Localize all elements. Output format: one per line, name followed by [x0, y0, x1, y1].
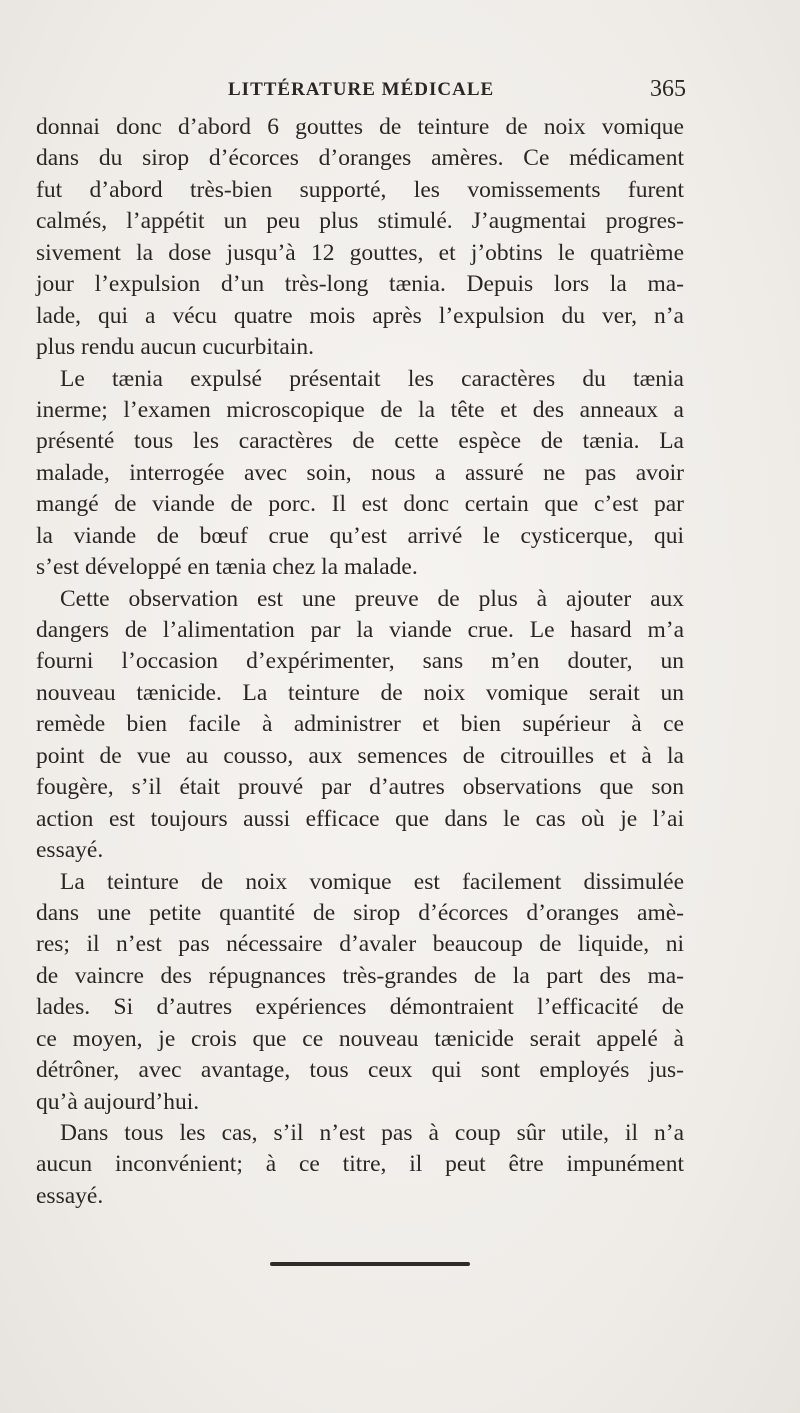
text-line: la viande de bœuf crue qu’est arrivé le cysticerque, qui: [36, 522, 684, 549]
text-line: plus rendu aucun cucurbitain.: [36, 334, 314, 361]
text-line: dans une petite quantité de sirop d’écorces d’oranges amè-: [36, 899, 684, 926]
text-line: Dans tous les cas, s’il n’est pas à coup sûr utile, il n’a: [60, 1120, 684, 1146]
text-line: fut d’abord très-bien supporté, les vomissements furent: [36, 176, 684, 203]
text-line: Le tænia expulsé présentait les caractères du tænia: [60, 365, 684, 392]
text-line: qu’à aujourd’hui.: [36, 1088, 200, 1115]
text-line: donnai donc d’abord 6 gouttes de teinture de noix vomique: [36, 114, 684, 140]
text-line: lade, qui a vécu quatre mois après l’expulsion du ver, n’a: [36, 302, 684, 329]
text-line: dangers de l’alimentation par la viande crue. Le hasard m’a: [36, 617, 684, 643]
page-number: 365: [650, 76, 686, 102]
page-header: [36, 76, 686, 106]
text-line: fourni l’occasion d’expérimenter, sans m’en douter, un: [36, 648, 684, 675]
text-line: malade, interrogée avec soin, nous a assuré ne pas avoir: [36, 459, 684, 486]
text-line: La teinture de noix vomique est facilement dissimulée: [60, 868, 684, 895]
text-line: mangé de viande de porc. Il est donc certain que c’est par: [36, 491, 684, 518]
text-line: présenté tous les caractères de cette espèce de tænia. La: [36, 428, 684, 455]
text-line: détrôner, avec avantage, tous ceux qui sont employés jus-: [36, 1057, 684, 1084]
text-line: Cette observation est une preuve de plus à ajouter aux: [60, 585, 684, 612]
text-line: nouveau tænicide. La teinture de noix vomique serait un: [36, 679, 684, 706]
text-line: calmés, l’appétit un peu plus stimulé. J’augmentai progres-: [36, 208, 684, 235]
text-line: dans du sirop d’écorces d’oranges amères. Ce médicament: [36, 145, 684, 172]
text-line: jour l’expulsion d’un très-long tænia. Depuis lors la ma-: [36, 271, 684, 298]
text-line: aucun inconvénient; à ce titre, il peut être impunément: [36, 1151, 684, 1178]
running-title: LITTÉRATURE MÉDICALE: [228, 79, 495, 100]
text-line: essayé.: [36, 1182, 104, 1209]
text-line: fougère, s’il était prouvé par d’autres observations que son: [36, 774, 684, 801]
text-line: res; il n’est pas nécessaire d’avaler beaucoup de liquide, ni: [36, 931, 684, 958]
text-line: de vaincre des répugnances très-grandes de la part des ma-: [36, 962, 684, 989]
text-line: action est toujours aussi efficace que dans le cas où je l’ai: [36, 805, 684, 832]
text-line: inerme; l’examen microscopique de la tête et des anneaux a: [36, 396, 684, 423]
text-line: essayé.: [36, 837, 104, 864]
text-line: ce moyen, je crois que ce nouveau tænicide serait appelé à: [36, 1025, 684, 1052]
body-text: [36, 112, 684, 1212]
end-rule: [270, 1262, 470, 1266]
text-line: lades. Si d’autres expériences démontraient l’efficacité de: [36, 994, 684, 1021]
text-line: sivement la dose jusqu’à 12 gouttes, et j’obtins le quatrième: [36, 239, 684, 266]
text-line: point de vue au cousso, aux semences de citrouilles et à la: [36, 742, 684, 769]
text-line: s’est développé en tænia chez la malade.: [36, 554, 418, 581]
text-line: remède bien facile à administrer et bien supérieur à ce: [36, 711, 684, 738]
